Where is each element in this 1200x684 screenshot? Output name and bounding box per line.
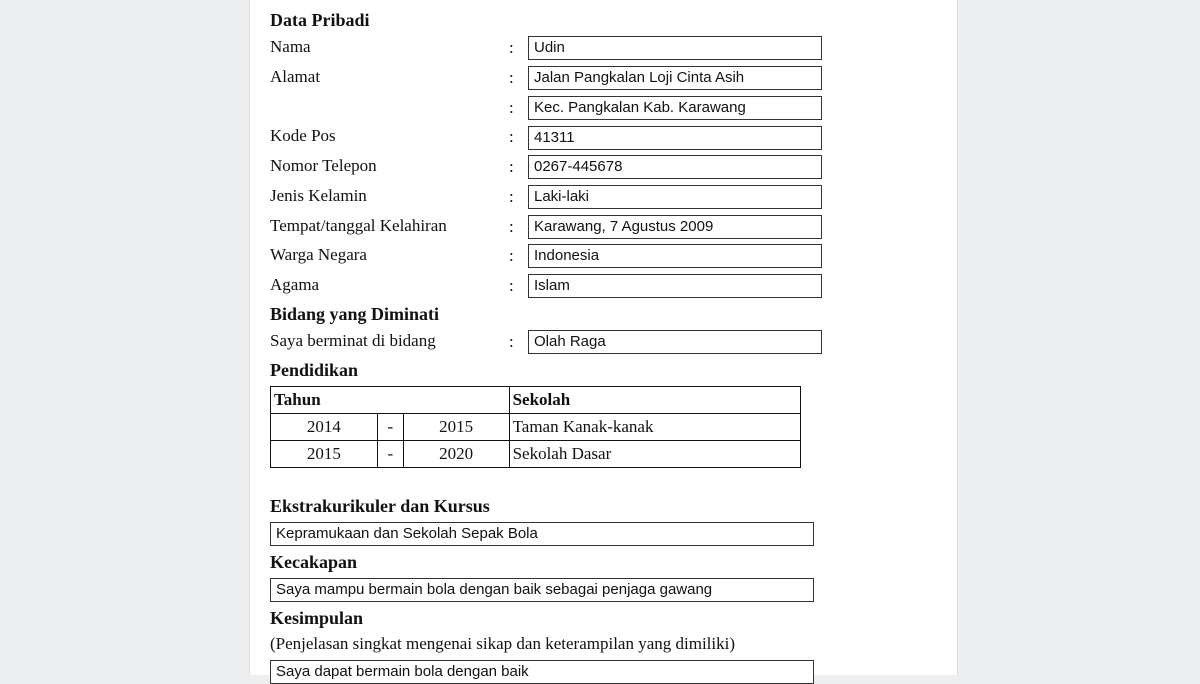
colon: :: [509, 246, 514, 265]
label-alamat: Alamat: [270, 67, 321, 86]
table-row: [271, 414, 801, 441]
field-agama[interactable]: Islam: [528, 274, 822, 298]
year-to: 2015: [403, 414, 509, 441]
label-nomor-telepon: Nomor Telepon: [270, 156, 377, 175]
field-tempat-tanggal-lahir[interactable]: Karawang, 7 Agustus 2009: [528, 215, 822, 239]
section-heading-bidang: Bidang yang Diminati: [270, 304, 440, 324]
label-agama: Agama: [270, 275, 320, 294]
field-kode-pos[interactable]: 41311: [528, 126, 822, 150]
year-separator: -: [377, 441, 403, 468]
colon: :: [509, 38, 514, 57]
label-minat: Saya berminat di bidang: [270, 331, 436, 350]
field-kesimpulan[interactable]: Saya dapat bermain bola dengan baik: [270, 660, 814, 684]
section-heading-kecakapan: Kecakapan: [270, 552, 358, 572]
label-nama: Nama: [270, 37, 311, 56]
year-from: 2015: [271, 441, 378, 468]
section-heading-data-pribadi: Data Pribadi: [270, 10, 370, 30]
colon: :: [509, 68, 514, 87]
colon: :: [509, 98, 514, 117]
education-table: [270, 386, 801, 468]
kesimpulan-note: (Penjelasan singkat mengenai sikap dan keterampilan yang dimiliki): [270, 634, 736, 653]
field-alamat-line1[interactable]: Jalan Pangkalan Loji Cinta Asih: [528, 66, 822, 90]
field-ekstrakurikuler[interactable]: Kepramukaan dan Sekolah Sepak Bola: [270, 522, 814, 546]
year-from: 2014: [271, 414, 378, 441]
section-heading-ekstrakurikuler: Ekstrakurikuler dan Kursus: [270, 496, 490, 516]
colon: :: [509, 217, 514, 236]
school-name: Sekolah Dasar: [509, 441, 800, 468]
table-header-row: [271, 387, 801, 414]
field-nama[interactable]: Udin: [528, 36, 822, 60]
section-heading-pendidikan: Pendidikan: [270, 360, 359, 380]
colon: :: [509, 276, 514, 295]
field-kecakapan[interactable]: Saya mampu bermain bola dengan baik sebagai penjaga gawang: [270, 578, 814, 602]
colon: :: [509, 187, 514, 206]
year-separator: -: [377, 414, 403, 441]
section-heading-kesimpulan: Kesimpulan: [270, 608, 364, 628]
column-header-tahun: Tahun: [271, 387, 510, 414]
label-jenis-kelamin: Jenis Kelamin: [270, 186, 367, 205]
colon: :: [509, 332, 514, 351]
label-tempat-tanggal-lahir: Tempat/tanggal Kelahiran: [270, 216, 447, 235]
label-warga-negara: Warga Negara: [270, 245, 367, 264]
colon: :: [509, 157, 514, 176]
table-row: [271, 441, 801, 468]
column-header-sekolah: Sekolah: [509, 387, 800, 414]
year-to: 2020: [403, 441, 509, 468]
field-nomor-telepon[interactable]: 0267-445678: [528, 155, 822, 179]
school-name: Taman Kanak-kanak: [509, 414, 800, 441]
colon: :: [509, 127, 514, 146]
label-kode-pos: Kode Pos: [270, 126, 336, 145]
field-minat[interactable]: Olah Raga: [528, 330, 822, 354]
field-alamat-line2[interactable]: Kec. Pangkalan Kab. Karawang: [528, 96, 822, 120]
field-warga-negara[interactable]: Indonesia: [528, 244, 822, 268]
field-jenis-kelamin[interactable]: Laki-laki: [528, 185, 822, 209]
